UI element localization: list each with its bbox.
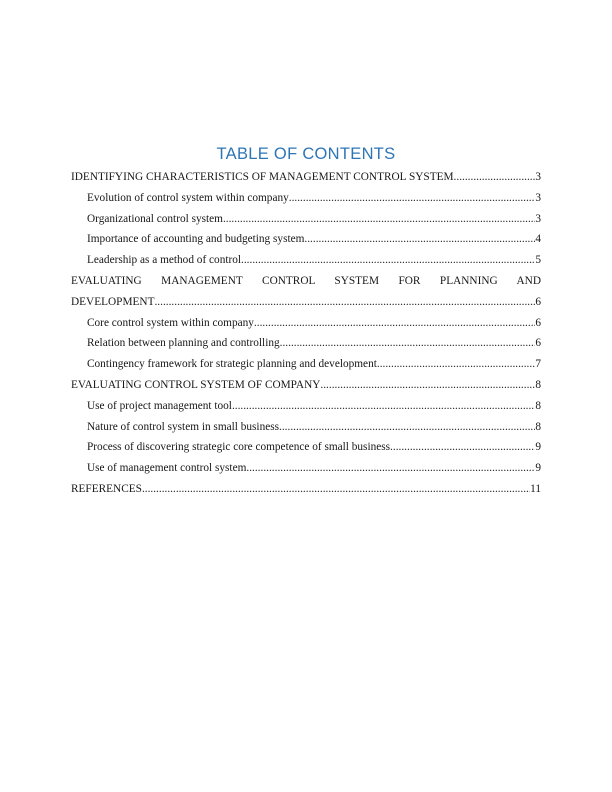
toc-entry-row — [87, 354, 541, 375]
toc-entry[interactable] — [71, 479, 541, 500]
toc-entry[interactable] — [71, 437, 541, 458]
toc-entry[interactable] — [71, 229, 541, 250]
dot-leader — [390, 437, 535, 458]
toc-entry-row — [71, 479, 541, 500]
toc-entry[interactable] — [71, 375, 541, 396]
toc-entry-label: Use of management control system — [87, 462, 247, 475]
page-number: 8 — [535, 399, 541, 412]
toc-entry-label: Relation between planning and controlling — [87, 337, 280, 350]
toc-entry-label: Importance of accounting and budgeting system — [87, 233, 305, 246]
toc-entry[interactable] — [71, 271, 541, 313]
toc-entry-row — [71, 167, 541, 188]
toc-entry-row — [87, 417, 541, 438]
page-number: 8 — [535, 378, 541, 391]
toc-entry[interactable] — [71, 333, 541, 354]
page-number: 7 — [535, 358, 541, 371]
dot-leader — [289, 188, 536, 209]
dot-leader — [304, 229, 535, 250]
toc-entry-row — [71, 375, 541, 396]
toc-entry-label-line: EVALUATING MANAGEMENT CONTROL SYSTEM FOR PLANNING AND — [71, 274, 541, 287]
toc-entry[interactable] — [71, 396, 541, 417]
dot-leader — [454, 167, 536, 188]
toc-entry[interactable] — [71, 167, 541, 188]
page-number: 8 — [535, 420, 541, 433]
toc-entry[interactable] — [71, 417, 541, 438]
toc-entry-label: Process of discovering strategic core competence of small business — [87, 441, 391, 454]
toc-entry-label: Leadership as a method of control — [87, 254, 242, 267]
page-number: 5 — [535, 254, 541, 267]
toc-entry-label: Core control system within company — [87, 316, 254, 329]
toc-entry-row — [87, 229, 541, 250]
toc-entry-label: Contingency framework for strategic planning and development — [87, 358, 377, 371]
dot-leader — [154, 292, 535, 313]
toc-entry-label: Organizational control system — [87, 212, 223, 225]
toc-entry[interactable] — [71, 458, 541, 479]
page-number: 3 — [535, 171, 541, 183]
toc-entry-row — [87, 396, 541, 417]
dot-leader — [254, 313, 535, 334]
toc-entry-label: DEVELOPMENT — [71, 295, 155, 308]
toc-entry-row — [71, 292, 541, 313]
toc-entry-row — [87, 458, 541, 479]
toc-entry-row — [87, 437, 541, 458]
page-number: 6 — [535, 316, 541, 329]
toc-entry[interactable] — [71, 250, 541, 271]
toc-entry[interactable] — [71, 313, 541, 334]
page-number: 6 — [535, 295, 541, 308]
toc-section — [71, 145, 541, 500]
dot-leader — [279, 417, 535, 438]
dot-leader — [232, 396, 535, 417]
page-number: 3 — [535, 191, 541, 204]
dot-leader — [377, 354, 535, 375]
page-number: 6 — [535, 337, 541, 350]
dot-leader — [320, 375, 535, 396]
page-number: 4 — [535, 233, 541, 246]
toc-entry-label: REFERENCES — [71, 482, 142, 495]
dot-leader — [241, 250, 535, 271]
toc-entry-row — [87, 313, 541, 334]
dot-leader — [246, 458, 535, 479]
page-number: 11 — [530, 482, 541, 495]
toc-entry-row — [87, 188, 541, 209]
toc-entry-label: IDENTIFYING CHARACTERISTICS OF MANAGEMENT CONTROL SYSTEM — [71, 171, 454, 183]
dot-leader — [280, 333, 536, 354]
toc-entry[interactable] — [71, 354, 541, 375]
toc-entry-row — [87, 209, 541, 230]
toc-entries — [71, 167, 541, 500]
toc-entry-label: EVALUATING CONTROL SYSTEM OF COMPANY — [71, 378, 321, 391]
toc-entry-label: Nature of control system in small business — [87, 420, 280, 433]
toc-entry[interactable] — [71, 188, 541, 209]
page-number: 9 — [535, 441, 541, 454]
toc-entry-label: Evolution of control system within company — [87, 191, 289, 204]
toc-entry-label: Use of project management tool — [87, 399, 232, 412]
toc-entry[interactable] — [71, 209, 541, 230]
dot-leader — [223, 209, 535, 230]
toc-entry-row — [87, 250, 541, 271]
toc-entry-row — [87, 333, 541, 354]
dot-leader — [142, 479, 530, 500]
toc-title: TABLE OF CONTENTS — [216, 145, 396, 163]
page-number: 9 — [535, 462, 541, 475]
page-number: 3 — [535, 212, 541, 225]
